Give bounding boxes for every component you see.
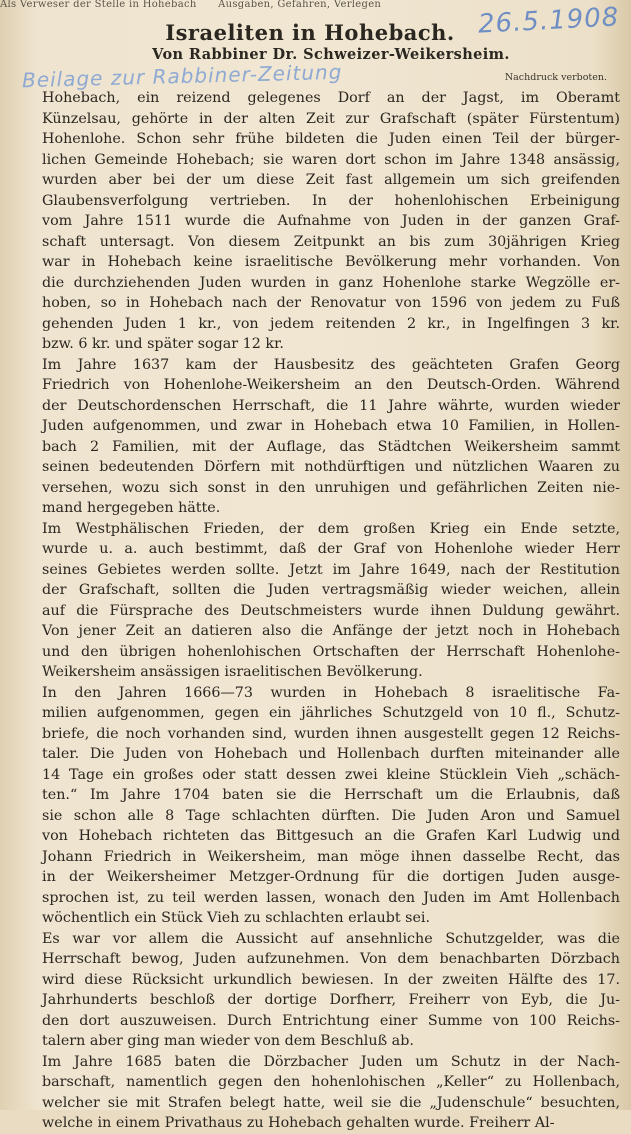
text-line: in der Weikersheimer Metzger-Ordnung für die dortigen Juden ausge- bbox=[42, 869, 620, 885]
article-title: Israeliten in Hohebach. bbox=[165, 20, 455, 45]
text-line: bach 2 Familien, mit der Auflage, das Städtchen Weikersheim sammt bbox=[42, 438, 620, 455]
text-line: sprochen ist, zu teil werden lassen, wonach den Juden im Amt Hollenbach bbox=[42, 889, 620, 906]
text-line: Im Jahre 1637 kam der Hausbesitz des geächteten Grafen Georg bbox=[42, 356, 620, 373]
text-line: schaft untersagt. Von diesem Zeitpunkt an bis zum 30jährigen Krieg bbox=[42, 233, 620, 250]
text-line: welche in einem Privathaus zu Hohebach gehalten wurde. Freiherr Al- bbox=[42, 1115, 555, 1131]
text-line: barschaft, namentlich gegen den hohenlohischen „Keller“ zu Hollenbach, bbox=[42, 1074, 620, 1090]
text-line: gehenden Juden 1 kr., von jedem reitenden 2 kr., in Ingelfingen 3 kr. bbox=[42, 315, 620, 332]
text-line: Weikersheim ansässigen israelitischen Bevölkerung. bbox=[42, 664, 423, 680]
text-line: sie schon alle 8 Tage schlachten dürften. Die Juden Aron und Samuel bbox=[42, 807, 620, 824]
text-line: seinen bedeutenden Dörfern mit nothdürftigen und nützlichen Waaren zu bbox=[42, 459, 620, 475]
text-line: Künzelsau, gehörte in der alten Zeit zur Grafschaft (später Fürstentum) bbox=[42, 110, 620, 127]
text-line: wöchentlich ein Stück Vieh zu schlachten erlaubt sei. bbox=[42, 910, 431, 926]
text-line: briefe, die noch vorhanden sind, wurden ihnen ausgestellt gegen 12 Reichs- bbox=[42, 725, 620, 742]
handwritten-date: 26.5.1908 bbox=[476, 2, 620, 40]
text-line: Juden aufgenommen, und zwar in Hohebach etwa 10 Familien, in Hollen- bbox=[42, 418, 620, 434]
article-body bbox=[20, 88, 620, 1134]
text-line: seines Gebietes werden sollte. Jetzt im Jahre 1649, nach der Restitution bbox=[42, 561, 620, 578]
text-line: die durchziehenden Juden wurden in ganz Hohenlohe starke Wegzölle er- bbox=[42, 274, 620, 291]
text-line: auf die Fürsprache des Deutschmeisters wurde ihnen Duldung gewährt. bbox=[42, 602, 620, 619]
text-line: milien aufgenommen, gegen ein jährliches Schutzgeld von 10 fl., Schutz- bbox=[42, 705, 620, 721]
text-line: Hohenlohe. Schon sehr frühe bildeten die Juden einen Teil der bürger- bbox=[42, 131, 620, 147]
text-line: Glaubensverfolgung vertrieben. In der hohenlohischen Erbeinigung bbox=[42, 192, 620, 209]
article-paragraph bbox=[20, 1052, 620, 1134]
cut-off-text-1: Als Verweser der Stelle in Hohebach bbox=[0, 0, 197, 10]
cut-off-text-2: Ausgaben, Gefahren, Verlegen bbox=[218, 0, 382, 10]
article-paragraph bbox=[20, 88, 620, 355]
text-line: Im Jahre 1685 baten die Dörzbacher Juden um Schutz in der Nach- bbox=[42, 1053, 620, 1070]
article-paragraph bbox=[20, 519, 620, 683]
text-line: der Grafschaft, sollten die Juden vertragsmäßig wieder weichen, allein bbox=[42, 582, 620, 598]
text-line: 14 Tage ein großes oder statt dessen zwei kleine Stücklein Vieh „schäch- bbox=[42, 766, 620, 783]
article-paragraph bbox=[20, 355, 620, 519]
text-line: wurde u. a. auch bestimmt, daß der Graf von Hohenlohe wieder Herr bbox=[42, 541, 620, 557]
text-line: den dort auszuweisen. Durch Entrichtung einer Summe von 100 Reichs- bbox=[42, 1012, 620, 1029]
text-line: vom Jahre 1511 wurde die Aufnahme von Juden in der ganzen Graf- bbox=[42, 213, 620, 229]
text-line: bzw. 6 kr. und später sogar 12 kr. bbox=[42, 336, 284, 352]
text-line: hoben, so in Hohebach nach der Renovatur von 1596 von jedem zu Fuß bbox=[42, 295, 620, 311]
text-line: Von jener Zeit an datieren also die Anfänge der jetzt noch in Hohebach bbox=[42, 623, 620, 639]
text-line: taler. Die Juden von Hohebach und Hollenbach durften miteinander alle bbox=[42, 746, 620, 762]
text-line: mand hergegeben hätte. bbox=[42, 500, 221, 516]
text-line: ten.“ Im Jahre 1704 baten sie die Herrschaft um die Erlaubnis, daß bbox=[42, 787, 620, 803]
text-line: Es war vor allem die Aussicht auf ansehnliche Schutzgelder, was die bbox=[42, 930, 620, 947]
text-line: und den übrigen hohenlohischen Ortschaften der Herrschaft Hohenlohe- bbox=[42, 643, 620, 660]
text-line: lichen Gemeinde Hohebach; sie waren dort schon im Jahre 1348 ansässig, bbox=[42, 151, 620, 168]
text-line: Hohebach, ein reizend gelegenes Dorf an der Jagst, im Oberamt bbox=[42, 90, 620, 106]
article-byline: Von Rabbiner Dr. Schweizer-Weikersheim. bbox=[152, 46, 510, 63]
handwritten-pencil-note: Beilage zur Rabbiner-Zeitung bbox=[21, 59, 343, 93]
text-line: Herrschaft bewog, Juden aufzunehmen. Von dem benachbarten Dörzbach bbox=[42, 951, 620, 967]
text-line: Jahrhunderts beschloß der dortige Dorfherr, Freiherr von Eyb, die Ju- bbox=[42, 992, 620, 1008]
text-line: der Deutschordenschen Herrschaft, die 11 Jahre währte, wurden wieder bbox=[42, 397, 620, 414]
text-line: welcher sie mit Strafen belegt hatte, weil sie die „Judenschule“ besuchten, bbox=[42, 1094, 620, 1111]
text-line: Johann Friedrich in Weikersheim, man möge ihnen dasselbe Recht, das bbox=[42, 848, 620, 865]
text-line: von Hohebach richteten das Bittgesuch an die Grafen Karl Ludwig und bbox=[42, 828, 620, 844]
text-line: talern aber ging man wieder von dem Beschluß ab. bbox=[42, 1033, 414, 1049]
text-line: Im Westphälischen Frieden, der dem großen Krieg ein Ende setzte, bbox=[42, 520, 620, 537]
text-line: wird diese Rücksicht urkundlich bewiesen. In der zweiten Hälfte des 17. bbox=[42, 971, 620, 988]
text-line: In den Jahren 1666—73 wurden in Hohebach 8 israelitische Fa- bbox=[42, 684, 620, 701]
article-paragraph bbox=[20, 683, 620, 929]
text-line: war in Hohebach keine israelitische Bevölkerung mehr vorhanden. Von bbox=[42, 254, 620, 270]
text-line: wurden aber bei der um diese Zeit fast allgemein um sich greifenden bbox=[42, 172, 620, 188]
article-paragraph bbox=[20, 929, 620, 1052]
text-line: versehen, wozu sich sonst in den unruhigen und gefährlichen Zeiten nie- bbox=[42, 479, 620, 496]
reprint-notice: Nachdruck verboten. bbox=[504, 72, 607, 83]
text-line: Friedrich von Hohenlohe-Weikersheim an den Deutsch-Orden. Während bbox=[42, 377, 620, 393]
